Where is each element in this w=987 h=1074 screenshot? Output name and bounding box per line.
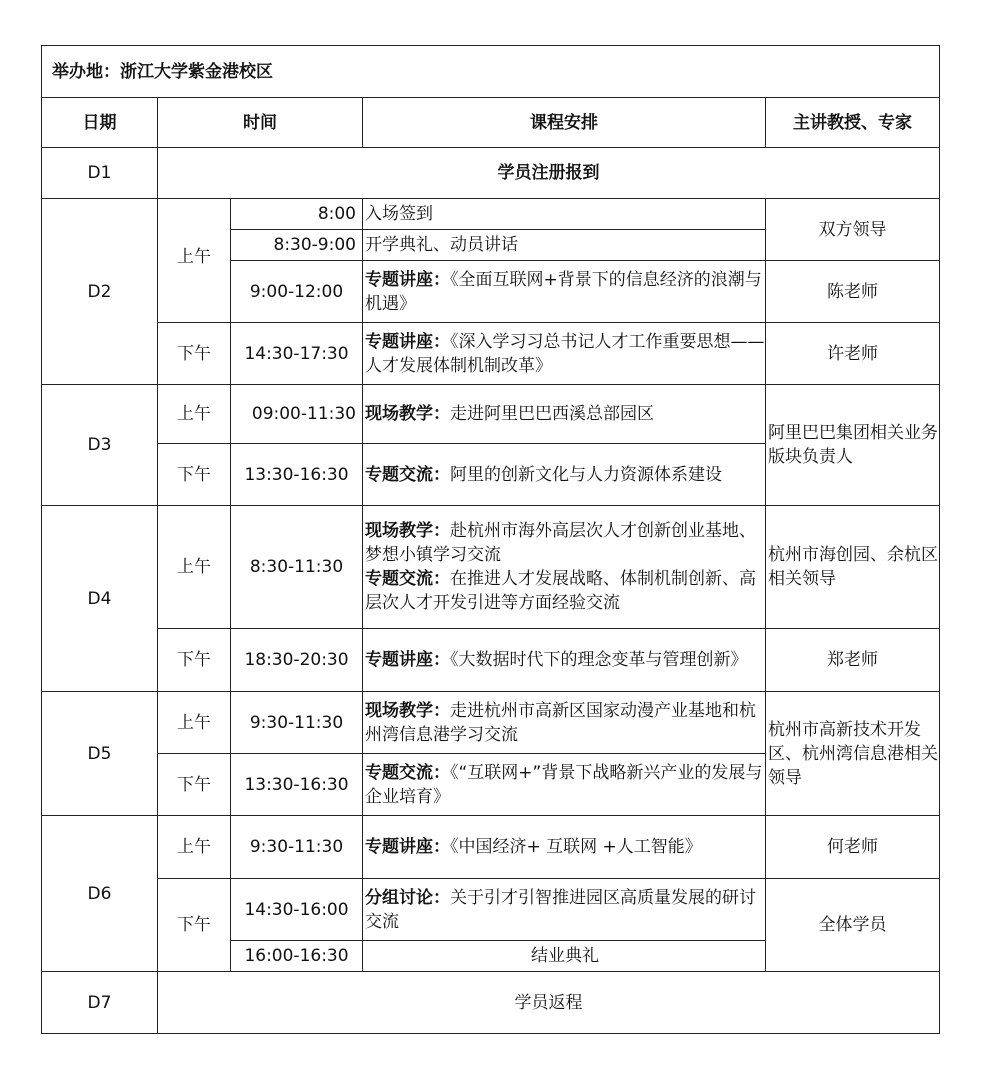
d5-r2-text: 《“互联网+”背景下战略新兴产业的发展与企业培育》 [365, 762, 763, 807]
d3-instructor: 阿里巴巴集团相关业务版块负责人 [766, 385, 940, 506]
d5-r2-course [363, 754, 766, 816]
d4-r1-time: 8:30-11:30 [231, 506, 363, 629]
day-d5: D5 [42, 692, 158, 816]
d3-r1-course [363, 385, 766, 444]
d4-r2-instructor: 郑老师 [766, 629, 940, 692]
d6-r1-text: 《中国经济+ 互联网 +人工智能》 [450, 837, 702, 857]
d6-instructor: 全体学员 [766, 879, 940, 972]
d1-registration: 学员注册报到 [158, 148, 940, 199]
d5-r1-text: 走进杭州市高新区国家动漫产业基地和杭州湾信息港学习交流 [365, 700, 756, 745]
d4-r1-text2: 在推进人才发展战略、体制机制创新、高层次人才开发引进等方面经验交流 [365, 569, 756, 613]
venue-title: 举办地：浙江大学紫金港校区 [42, 46, 940, 98]
d2-r2-time: 8:30-9:00 [231, 230, 363, 261]
d2-r12-instructor: 双方领导 [766, 199, 940, 261]
d4-r1-text1: 赴杭州市海外高层次人才创新创业基地、梦想小镇学习交流 [365, 521, 756, 565]
day-d2: D2 [42, 199, 158, 385]
header-date: 日期 [42, 98, 158, 148]
d2-r3-time: 9:00-12:00 [231, 261, 363, 323]
d6-afternoon: 下午 [158, 879, 231, 972]
day-d7: D7 [42, 972, 158, 1034]
d5-r1-label: 现场教学： [365, 700, 450, 721]
d3-r2-text: 阿里的创新文化与人力资源体系建设 [450, 464, 722, 485]
d2-r3-instructor: 陈老师 [766, 261, 940, 323]
day-d4: D4 [42, 506, 158, 692]
d3-r1-text: 走进阿里巴巴西溪总部园区 [450, 404, 654, 424]
day-d6: D6 [42, 816, 158, 972]
d6-r2-time: 14:30-16:00 [231, 879, 363, 941]
d5-r2-label: 专题交流： [365, 762, 450, 783]
d2-r1-time: 8:00 [231, 199, 363, 230]
d6-r1-label: 专题讲座： [365, 837, 450, 857]
d4-r1-instructor: 杭州市海创园、余杭区相关领导 [766, 506, 940, 629]
d5-r2-time: 13:30-16:30 [231, 754, 363, 816]
d3-r2-course [363, 444, 766, 506]
d6-r2-course [363, 879, 766, 941]
d5-r1-course [363, 692, 766, 754]
day-d1: D1 [42, 148, 158, 199]
d4-r1-course [363, 506, 766, 629]
d6-r3-course: 结业典礼 [363, 941, 766, 972]
d7-return: 学员返程 [158, 972, 940, 1034]
d6-r2-label: 分组讨论： [365, 887, 450, 908]
d6-r2-text: 关于引才引智推进园区高质量发展的研讨交流 [365, 887, 756, 932]
d6-r3-time: 16:00-16:30 [231, 941, 363, 972]
d3-r1-time: 09:00-11:30 [231, 385, 363, 444]
d2-r4-label: 专题讲座： [365, 331, 450, 352]
d4-r1-label1: 现场教学： [365, 521, 450, 541]
d2-r3-course [363, 261, 766, 323]
d2-r4-instructor: 许老师 [766, 323, 940, 385]
d2-afternoon: 下午 [158, 323, 231, 385]
d6-r1-course [363, 816, 766, 879]
d2-r2-course: 开学典礼、动员讲话 [363, 230, 766, 261]
d5-morning: 上午 [158, 692, 231, 754]
header-time: 时间 [158, 98, 363, 148]
d4-r2-text: 《大数据时代下的理念变革与管理创新》 [450, 650, 748, 670]
d5-instructor: 杭州市高新技术开发区、杭州湾信息港相关领导 [766, 692, 940, 816]
d4-r2-label: 专题讲座： [365, 650, 450, 670]
d2-morning: 上午 [158, 199, 231, 323]
d6-morning: 上午 [158, 816, 231, 879]
d4-r2-time: 18:30-20:30 [231, 629, 363, 692]
d5-r1-time: 9:30-11:30 [231, 692, 363, 754]
d2-r3-text: 《全面互联网+背景下的信息经济的浪潮与机遇》 [365, 269, 762, 314]
header-instructor: 主讲教授、专家 [766, 98, 940, 148]
d5-afternoon: 下午 [158, 754, 231, 816]
d3-r1-label: 现场教学： [365, 404, 450, 424]
d4-afternoon: 下午 [158, 629, 231, 692]
d2-r4-time: 14:30-17:30 [231, 323, 363, 385]
d3-afternoon: 下午 [158, 444, 231, 506]
d4-morning: 上午 [158, 506, 231, 629]
d3-r2-label: 专题交流： [365, 464, 450, 485]
d6-r1-time: 9:30-11:30 [231, 816, 363, 879]
d2-r1-course: 入场签到 [363, 199, 766, 230]
d6-r1-instructor: 何老师 [766, 816, 940, 879]
d3-r2-time: 13:30-16:30 [231, 444, 363, 506]
d4-r1-label2: 专题交流： [365, 569, 450, 589]
d2-r3-label: 专题讲座： [365, 269, 450, 290]
d2-r4-course [363, 323, 766, 385]
schedule-table [41, 45, 940, 1034]
d2-r4-text: 《深入学习习总书记人才工作重要思想——人才发展体制机制改革》 [365, 331, 765, 376]
d3-morning: 上午 [158, 385, 231, 444]
day-d3: D3 [42, 385, 158, 506]
header-course: 课程安排 [363, 98, 766, 148]
d4-r2-course [363, 629, 766, 692]
